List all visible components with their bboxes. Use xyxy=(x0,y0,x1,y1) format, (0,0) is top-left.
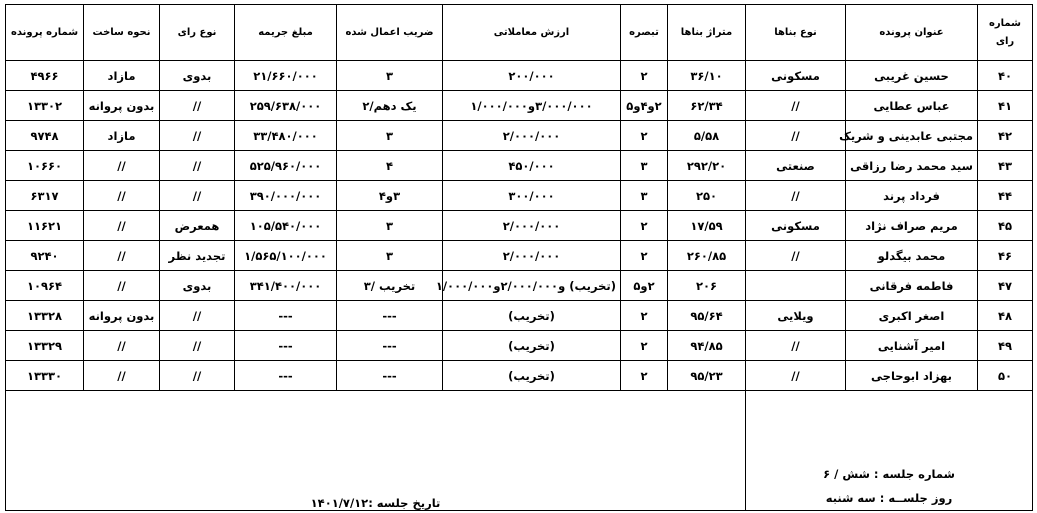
cell-construction-method: // xyxy=(84,271,160,301)
cell-coefficient: ۴ xyxy=(337,151,443,181)
table-row xyxy=(6,271,1033,301)
cell-case-no: ۱۳۳۰۲ xyxy=(6,91,84,121)
cell-vote-no: ۴۳ xyxy=(978,151,1033,181)
cell-vote-no: ۴۷ xyxy=(978,271,1033,301)
cell-construction-method: // xyxy=(84,241,160,271)
cell-building-area: ۹۵/۶۴ xyxy=(668,301,746,331)
cell-fine-amount: ۳۹۰/۰۰۰/۰۰۰ xyxy=(235,181,337,211)
votes-table xyxy=(5,4,1033,511)
table-row xyxy=(6,211,1033,241)
cell-building-area: ۲۹۲/۲۰ xyxy=(668,151,746,181)
cell-vote-no: ۴۱ xyxy=(978,91,1033,121)
cell-building-type: // xyxy=(746,91,846,121)
cell-coefficient: ۳ xyxy=(337,241,443,271)
meeting-number: شماره جلسه : شش / ۶ xyxy=(823,467,955,481)
cell-vote-type: // xyxy=(160,151,235,181)
cell-vote-type: تجدید نظر xyxy=(160,241,235,271)
cell-case-title: مریم صراف نژاد xyxy=(846,211,978,241)
cell-coefficient: --- xyxy=(337,331,443,361)
cell-transaction-value: ۲/۰۰۰/۰۰۰ xyxy=(443,241,621,271)
cell-case-no: ۱۰۶۶۰ xyxy=(6,151,84,181)
cell-fine-amount: ۵۲۵/۹۶۰/۰۰۰ xyxy=(235,151,337,181)
table-row xyxy=(6,241,1033,271)
cell-transaction-value: ۳۰۰/۰۰۰ xyxy=(443,181,621,211)
cell-building-type: // xyxy=(746,241,846,271)
cell-note: ۲ xyxy=(621,361,668,391)
cell-note: ۲و۴و۵ xyxy=(621,91,668,121)
meeting-date-cell xyxy=(6,391,746,511)
table-row xyxy=(6,301,1033,331)
meeting-date: تاریخ جلسه :۱۴۰۱/۷/۱۲ xyxy=(310,496,441,510)
cell-building-area: ۹۵/۲۳ xyxy=(668,361,746,391)
cell-transaction-value: ۴۵۰/۰۰۰ xyxy=(443,151,621,181)
table-row xyxy=(6,121,1033,151)
cell-building-type: ویلایی xyxy=(746,301,846,331)
cell-fine-amount: ۲۱/۶۶۰/۰۰۰ xyxy=(235,61,337,91)
cell-construction-method: // xyxy=(84,181,160,211)
cell-note: ۲ xyxy=(621,331,668,361)
cell-vote-no: ۴۰ xyxy=(978,61,1033,91)
cell-case-no: ۹۷۴۸ xyxy=(6,121,84,151)
header-note: تبصره xyxy=(621,5,668,61)
table-row xyxy=(6,331,1033,361)
cell-note: ۲ xyxy=(621,301,668,331)
cell-vote-type: // xyxy=(160,361,235,391)
table-row xyxy=(6,181,1033,211)
header-building-area: متراژ بنا‌ها xyxy=(668,5,746,61)
cell-vote-type: بدوی xyxy=(160,61,235,91)
cell-building-area: ۲۰۶ xyxy=(668,271,746,301)
cell-vote-type: // xyxy=(160,91,235,121)
cell-case-title: بهزاد ابوحاجی xyxy=(846,361,978,391)
cell-case-title: مجتبی عابدینی و شریک xyxy=(846,121,978,151)
cell-coefficient: ۳و۴ xyxy=(337,181,443,211)
cell-note: ۲ xyxy=(621,211,668,241)
cell-building-area: ۹۴/۸۵ xyxy=(668,331,746,361)
cell-construction-method: // xyxy=(84,211,160,241)
cell-vote-no: ۴۶ xyxy=(978,241,1033,271)
cell-fine-amount: ۳۳/۴۸۰/۰۰۰ xyxy=(235,121,337,151)
cell-building-area: ۱۷/۵۹ xyxy=(668,211,746,241)
cell-construction-method: // xyxy=(84,331,160,361)
cell-case-no: ۱۰۹۶۴ xyxy=(6,271,84,301)
cell-building-type: مسکونی xyxy=(746,211,846,241)
cell-case-no: ۱۳۳۳۰ xyxy=(6,361,84,391)
cell-case-title: فاطمه فرقانی xyxy=(846,271,978,301)
cell-note: ۳ xyxy=(621,181,668,211)
cell-transaction-value: (تخریب) xyxy=(443,301,621,331)
cell-coefficient: --- xyxy=(337,301,443,331)
table-row xyxy=(6,91,1033,121)
cell-construction-method: // xyxy=(84,151,160,181)
header-fine-amount: مبلغ جریمه xyxy=(235,5,337,61)
cell-case-title: اصغر اکبری xyxy=(846,301,978,331)
header-vote-type: نوع رای xyxy=(160,5,235,61)
cell-case-no: ۴۹۶۶ xyxy=(6,61,84,91)
header-construction-method: نحوه ساخت xyxy=(84,5,160,61)
header-coefficient: ضریب اعمال شده xyxy=(337,5,443,61)
table-body xyxy=(6,61,1033,391)
meeting-day: روز جلســه : سه شنبه xyxy=(825,491,953,505)
cell-building-area: ۶۲/۳۴ xyxy=(668,91,746,121)
cell-fine-amount: --- xyxy=(235,361,337,391)
cell-building-area: ۲۶۰/۸۵ xyxy=(668,241,746,271)
header-row xyxy=(6,5,1033,61)
cell-transaction-value: ۲/۰۰۰/۰۰۰ xyxy=(443,211,621,241)
cell-coefficient: ۳ xyxy=(337,211,443,241)
cell-case-no: ۹۲۴۰ xyxy=(6,241,84,271)
cell-vote-no: ۴۲ xyxy=(978,121,1033,151)
cell-construction-method: بدون پروانه xyxy=(84,91,160,121)
table-row xyxy=(6,61,1033,91)
cell-building-type: // xyxy=(746,361,846,391)
cell-fine-amount: ۱/۵۶۵/۱۰۰/۰۰۰ xyxy=(235,241,337,271)
cell-case-title: امیر آشنایی xyxy=(846,331,978,361)
cell-building-type xyxy=(746,271,846,301)
cell-building-area: ۳۶/۱۰ xyxy=(668,61,746,91)
cell-vote-no: ۴۸ xyxy=(978,301,1033,331)
cell-note: ۳ xyxy=(621,151,668,181)
cell-transaction-value: ۲/۰۰۰/۰۰۰ xyxy=(443,121,621,151)
cell-coefficient: یک دهم/۲ xyxy=(337,91,443,121)
cell-coefficient: ۳ xyxy=(337,121,443,151)
cell-transaction-value: ۲۰۰/۰۰۰ xyxy=(443,61,621,91)
cell-vote-type: // xyxy=(160,121,235,151)
cell-case-no: ۱۳۳۲۸ xyxy=(6,301,84,331)
cell-building-area: ۲۵۰ xyxy=(668,181,746,211)
cell-fine-amount: ۱۰۵/۵۴۰/۰۰۰ xyxy=(235,211,337,241)
cell-transaction-value: (تخریب) xyxy=(443,361,621,391)
cell-fine-amount: --- xyxy=(235,301,337,331)
cell-vote-no: ۴۵ xyxy=(978,211,1033,241)
cell-coefficient: تخریب /۳ xyxy=(337,271,443,301)
cell-case-no: ۱۳۳۲۹ xyxy=(6,331,84,361)
cell-vote-type: بدوی xyxy=(160,271,235,301)
cell-building-type: // xyxy=(746,121,846,151)
footer-row xyxy=(6,391,1033,511)
cell-case-title: عباس عطایی xyxy=(846,91,978,121)
cell-note: ۲ xyxy=(621,61,668,91)
cell-building-area: ۵/۵۸ xyxy=(668,121,746,151)
cell-case-title: فرداد پرند xyxy=(846,181,978,211)
cell-vote-no: ۴۹ xyxy=(978,331,1033,361)
cell-case-title: محمد بیگدلو xyxy=(846,241,978,271)
header-building-type: نوع بنا‌ها xyxy=(746,5,846,61)
cell-note: ۲و۵ xyxy=(621,271,668,301)
cell-construction-method: مازاد xyxy=(84,121,160,151)
cell-building-type: // xyxy=(746,331,846,361)
cell-case-title: حسین غریبی xyxy=(846,61,978,91)
document-page xyxy=(5,4,1032,509)
cell-coefficient: ۳ xyxy=(337,61,443,91)
cell-note: ۲ xyxy=(621,241,668,271)
cell-note: ۲ xyxy=(621,121,668,151)
table-row xyxy=(6,361,1033,391)
cell-fine-amount: ۲۵۹/۶۳۸/۰۰۰ xyxy=(235,91,337,121)
cell-case-no: ۶۳۱۷ xyxy=(6,181,84,211)
cell-construction-method: // xyxy=(84,361,160,391)
cell-building-type: صنعتی xyxy=(746,151,846,181)
cell-construction-method: بدون پروانه xyxy=(84,301,160,331)
header-case-no: شماره پرونده xyxy=(6,5,84,61)
cell-case-title: سید محمد رضا رزاقی xyxy=(846,151,978,181)
cell-building-type: // xyxy=(746,181,846,211)
cell-vote-type: // xyxy=(160,331,235,361)
cell-transaction-value: (تخریب) و۲/۰۰۰/۰۰۰و۱/۰۰۰/۰۰۰ xyxy=(443,271,621,301)
cell-case-no: ۱۱۶۲۱ xyxy=(6,211,84,241)
cell-vote-type: همعرض xyxy=(160,211,235,241)
cell-fine-amount: ۳۴۱/۴۰۰/۰۰۰ xyxy=(235,271,337,301)
header-case-title: عنوان پرونده xyxy=(846,5,978,61)
cell-vote-type: // xyxy=(160,181,235,211)
cell-vote-no: ۵۰ xyxy=(978,361,1033,391)
cell-transaction-value: ۳/۰۰۰/۰۰۰و۱/۰۰۰/۰۰۰ xyxy=(443,91,621,121)
header-transaction-value: ارزش معاملاتی xyxy=(443,5,621,61)
table-row xyxy=(6,151,1033,181)
cell-vote-no: ۴۴ xyxy=(978,181,1033,211)
cell-fine-amount: --- xyxy=(235,331,337,361)
cell-construction-method: مازاد xyxy=(84,61,160,91)
cell-coefficient: --- xyxy=(337,361,443,391)
cell-vote-type: // xyxy=(160,301,235,331)
cell-building-type: مسکونی xyxy=(746,61,846,91)
cell-transaction-value: (تخریب) xyxy=(443,331,621,361)
meeting-info-cell xyxy=(746,391,1033,511)
header-vote-no: شماره رای xyxy=(978,5,1033,61)
